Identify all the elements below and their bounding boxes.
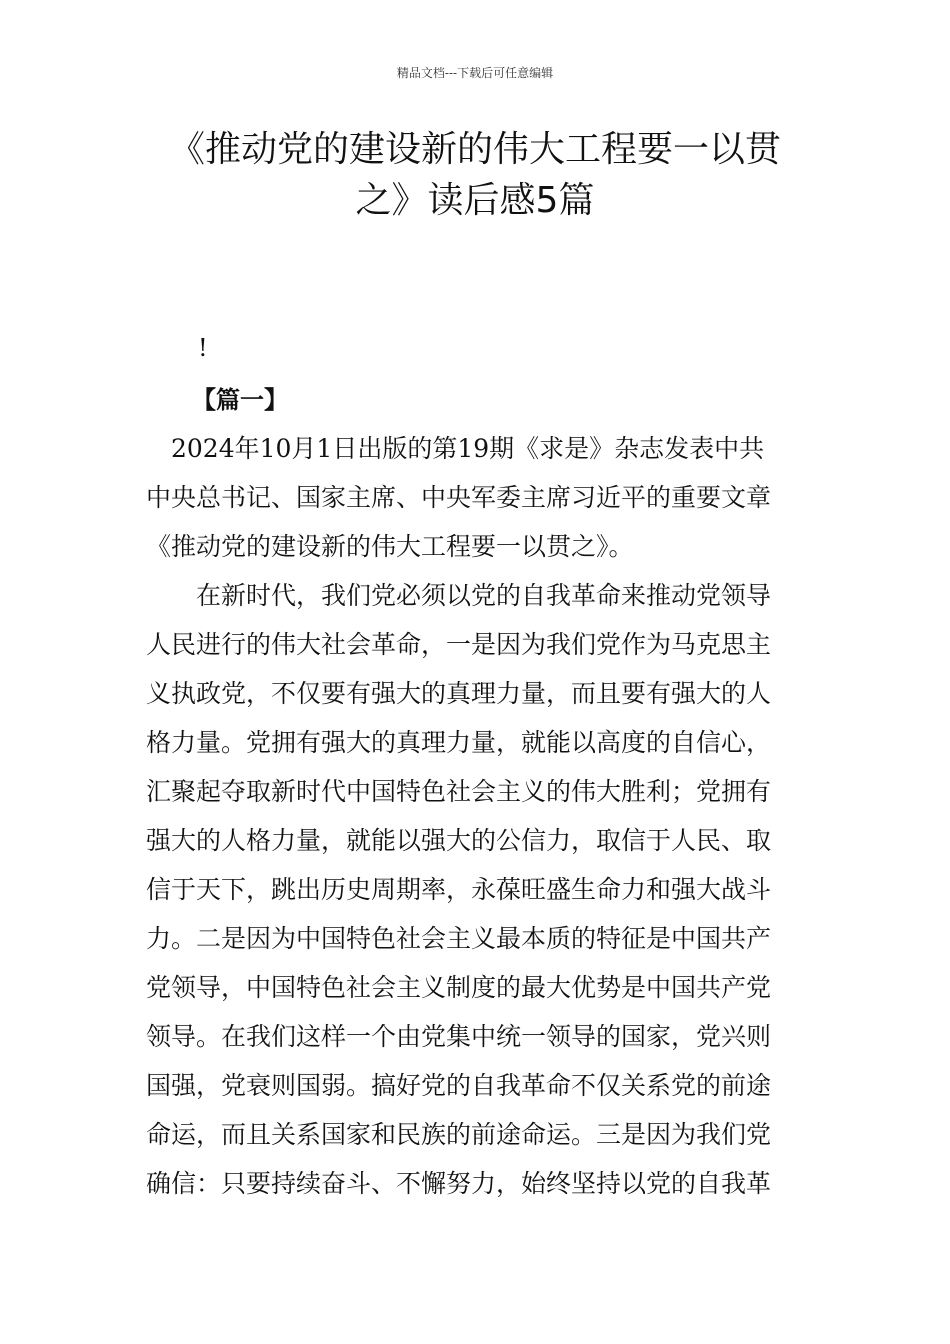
paragraph-line: 强大的人格力量，就能以强大的公信力，取信于人民、取 <box>146 826 772 855</box>
paragraph-line: 格力量。党拥有强大的真理力量，就能以高度的自信心， <box>146 728 772 757</box>
paragraph-line: 力。二是因为中国特色社会主义最本质的特征是中国共产 <box>146 924 772 953</box>
paragraph-line: 领导。在我们这样一个由党集中统一领导的国家，党兴则 <box>146 1022 772 1051</box>
title-line-1: 《推动党的建设新的伟大工程要一以贯 <box>168 129 781 170</box>
paragraph-line: 信于天下，跳出历史周期率，永葆旺盛生命力和强大战斗 <box>146 875 772 904</box>
paragraph-2 <box>146 571 806 1208</box>
paragraph-line: 汇聚起夺取新时代中国特色社会主义的伟大胜利；党拥有 <box>146 777 772 806</box>
paragraph-line: 命运，而且关系国家和民族的前途命运。三是因为我们党 <box>146 1120 772 1149</box>
title-line-2: 之》读后感5篇 <box>355 180 595 221</box>
paragraph-line: 《推动党的建设新的伟大工程要一以贯之》。 <box>146 532 634 561</box>
paragraph-line: 在新时代，我们党必须以党的自我革命来推动党领导 <box>146 581 772 610</box>
paragraph-line: 国强，党衰则国弱。搞好党的自我革命不仅关系党的前途 <box>146 1071 772 1100</box>
paragraph-line: 义执政党，不仅要有强大的真理力量，而且要有强大的人 <box>146 679 772 708</box>
paragraph-1 <box>146 424 806 571</box>
paragraph-line: 党领导，中国特色社会主义制度的最大优势是中国共产党 <box>146 973 772 1002</box>
paragraph-line: 确信：只要持续奋斗、不懈努力，始终坚持以党的自我革 <box>146 1169 772 1198</box>
section-label: 【篇一】 <box>192 386 288 414</box>
header-note: 精品文档---下载后可任意编辑 <box>396 66 554 80</box>
paragraph-line: 人民进行的伟大社会革命，一是因为我们党作为马克思主 <box>146 630 772 659</box>
document-title <box>145 124 805 226</box>
exclamation-mark: ! <box>198 334 208 362</box>
paragraph-line: 2024年10月1日出版的第19期《求是》杂志发表中共 <box>146 434 765 463</box>
paragraph-line: 中央总书记、国家主席、中央军委主席习近平的重要文章 <box>146 483 772 512</box>
